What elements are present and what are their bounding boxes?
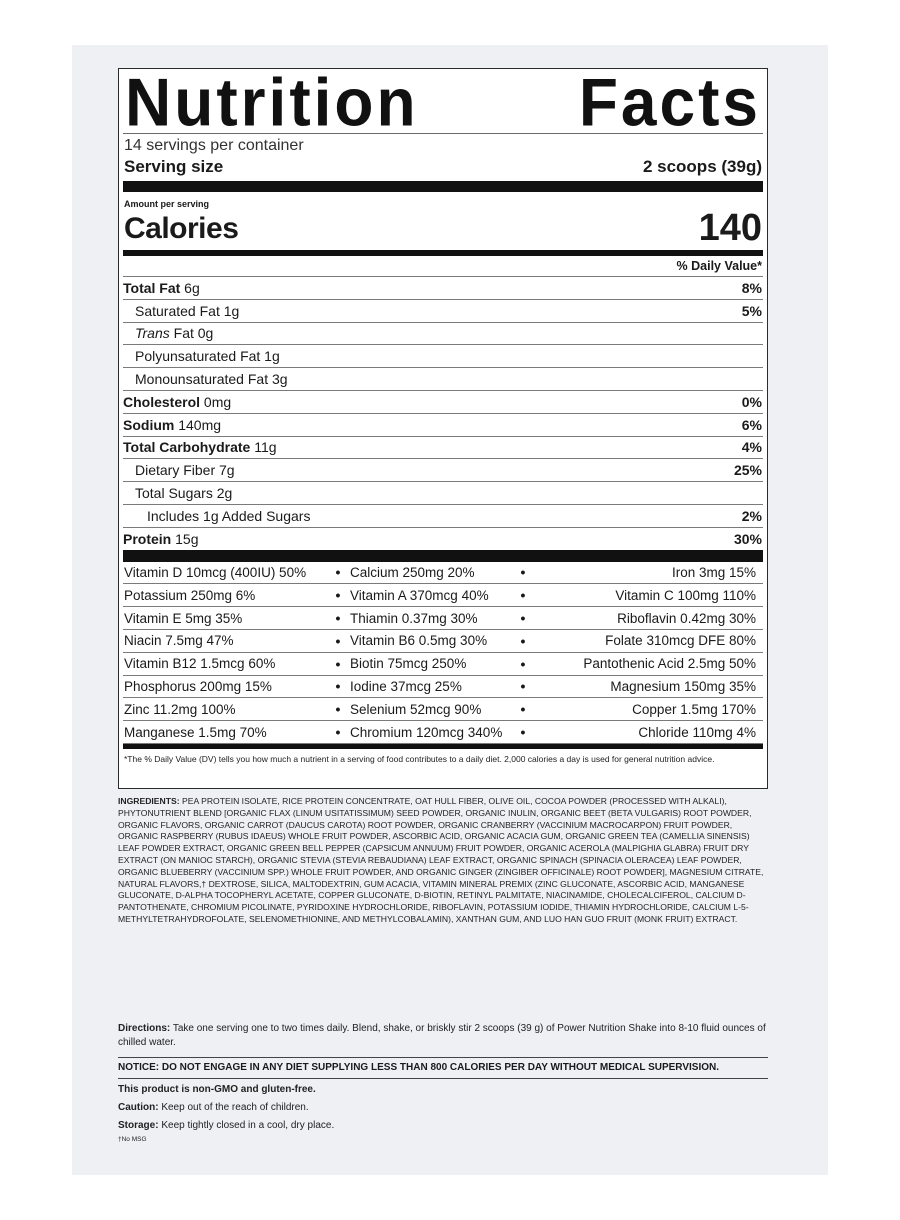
vitamin-row [123, 721, 763, 744]
calories-value: 140 [698, 207, 762, 249]
bullet-dot: • [335, 655, 341, 672]
nutrient-name [123, 348, 280, 364]
nutrient-name [123, 371, 288, 387]
vitamin-cell: Iodine 37mcg 25% [350, 678, 462, 694]
vitamin-cell: Vitamin D 10mcg (400IU) 50% [124, 564, 307, 580]
bullet-dot: • [335, 610, 341, 627]
vitamin-cell: Magnesium 150mg 35% [610, 678, 756, 694]
nutrient-amount: Includes 1g Added Sugars [147, 507, 311, 524]
vitamin-row [123, 630, 763, 653]
nutrient-row [123, 344, 763, 367]
vitamin-cell: Vitamin E 5mg 35% [124, 610, 243, 626]
vitamin-row [123, 653, 763, 676]
vitamin-row [123, 562, 763, 585]
vitamin-row [123, 676, 763, 699]
vitamin-cell: Potassium 250mg 6% [124, 587, 256, 603]
nutrient-label-bold: Sodium [123, 416, 175, 433]
directions-text: Take one serving one to two times daily. Blend, shake, or briskly stir 2 scoops (39 g) of Power Nutrition Shake into 8-10 fluid ounces of chilled water. [118, 1023, 766, 1048]
vitamin-cell: Calcium 250mg 20% [350, 564, 475, 580]
nutrient-row [123, 527, 763, 550]
vitamin-cell: Thiamin 0.37mg 30% [350, 610, 478, 626]
vitamin-cell: Riboflavin 0.42mg 30% [617, 610, 756, 626]
serving-size-label: Serving size [124, 157, 224, 176]
nutrient-daily-value: 6% [741, 416, 762, 433]
vitamin-cell: Biotin 75mcg 250% [350, 656, 467, 672]
nutrient-name [123, 394, 231, 410]
nutrient-row [123, 413, 763, 436]
ingredients-block [118, 796, 768, 926]
product-info [118, 1081, 768, 1145]
thick-divider [123, 550, 763, 562]
thick-divider [123, 181, 763, 192]
nutrient-row [123, 481, 763, 504]
title-left: Nutrition [125, 63, 419, 141]
vitamin-cell: Phosphorus 200mg 15% [124, 678, 272, 694]
nutrient-row [123, 436, 763, 459]
vitamin-cell: Selenium 52mcg 90% [350, 701, 482, 717]
caution-label: Caution: [118, 1102, 159, 1113]
vitamin-cell: Vitamin C 100mg 110% [615, 587, 756, 603]
vitamin-cell: Copper 1.5mg 170% [632, 701, 756, 717]
vitamin-cell: Manganese 1.5mg 70% [124, 724, 267, 740]
nutrient-label-italic: Trans [135, 325, 170, 342]
nutrient-daily-value: 2% [741, 507, 762, 524]
nutrient-label-bold: Cholesterol [123, 393, 201, 410]
nutrient-amount: Fat 0g [169, 325, 214, 342]
nutrient-row [123, 390, 763, 413]
nutrient-name [123, 531, 198, 547]
bullet-dot: • [520, 564, 526, 581]
nutrient-list [123, 276, 763, 550]
bullet-dot: • [520, 701, 526, 718]
nutrient-name [123, 508, 310, 524]
vitamin-cell: Iron 3mg 15% [671, 564, 756, 580]
nutrient-label-bold: Total Fat [123, 279, 181, 296]
bullet-dot: • [520, 632, 526, 649]
nutrient-label-bold: Protein [123, 530, 172, 547]
title-right: Facts [578, 63, 761, 141]
nutrient-amount: 140mg [174, 416, 222, 433]
bullet-dot: • [335, 632, 341, 649]
daily-value-header: % Daily Value* [676, 259, 762, 273]
nutrient-name [123, 485, 232, 501]
bullet-dot: • [520, 610, 526, 627]
nutrient-amount: Total Sugars 2g [135, 485, 233, 502]
daily-value-footnote: *The % Daily Value (DV) tells you how much a nutrient in a serving of food contributes to a daily diet. 2,000 calories a day is used for general nutrition advice. [124, 753, 715, 764]
bullet-dot: • [520, 655, 526, 672]
directions-block [118, 1022, 768, 1050]
bullet-dot: • [335, 564, 341, 581]
nutrient-amount: Monounsaturated Fat 3g [135, 371, 288, 388]
vitamin-cell: Pantothenic Acid 2.5mg 50% [583, 656, 756, 672]
ingredients-text: PEA PROTEIN ISOLATE, RICE PROTEIN CONCENTRATE, OAT HULL FIBER, OLIVE OIL, COCOA POWDER (PROCESSED WITH ALKALI), PHYTONUTRIENT BLEND [ORGANIC FLAX (LINUM USITATISSIMUM) SEED POWDER, ORGANIC INULIN, ORGANIC BEET (BETA VULGARIS) ROOT POWDER, ORGANIC FLAVORS, ORGANIC CARROT (DAUCUS CAROTA) ROOT POWDER, ORGANIC CRANBERRY (VACCINIUM MACROCARPON) FRUIT POWDER, ORGANIC RASPBERRY (RUBUS IDAEUS) WHOLE FRUIT POWDER, ASCORBIC ACID, ORGANIC ACACIA GUM, ORGANIC GREEN TEA (CAMELLIA SINENSIS) LEAF POWDER EXTRACT, ORGANIC GREEN BELL PEPPER (CAPSICUM ANNUUM) FRUIT POWDER, ORGANIC ACEROLA (MALPIGHIA GLABRA) FRUIT DRY EXTRACT (ON MANIOC STARCH), ORGANIC STEVIA (STEVIA REBAUDIANA) LEAF EXTRACT, ORGANIC SPINACH (SPINACIA OLERACEA) LEAF POWDER, ORGANIC BLUEBERRY (VACCINIUM SPP.) WHOLE FRUIT POWDER, AND ORGANIC GINGER (ZINGIBER OFFICINALE) ROOT POWDER], MAGNESIUM CITRATE, NATURAL FLAVORS,† DEXTROSE, SILICA, MALTODEXTRIN, GUM ACACIA, VITAMIN MINERAL PREMIX (ZINC GLUCONATE, ASCORBIC ACID, MANGANESE GLUCONATE, D-ALPHA TOCOPHERYL ACETATE, COPPER GLUCONATE, D-BIOTIN, RETINYL PALMITATE, NIACINAMIDE, CHOLECALCIFEROL, CALCIUM D-PANTOTHENATE, CHROMIUM PICOLINATE, PYRIDOXINE HYDROCHLORIDE, RIBOFLAVIN, POTASSIUM IODIDE, THIAMIN HYDROCHLORIDE, CALCIUM L-5-METHYLTETRAHYDROFOLATE, SELENOMETHIONINE, AND METHYLCOBALAMIN), XANTHAN GUM, AND LUO HAN GUO FRUIT (MONK FRUIT) EXTRACT. [118, 796, 764, 924]
bullet-dot: • [520, 678, 526, 695]
nutrient-daily-value: 4% [741, 439, 762, 456]
nutrient-name [123, 462, 235, 478]
nutrient-amount: 6g [180, 279, 200, 296]
notice-warning: NOTICE: DO NOT ENGAGE IN ANY DIET SUPPLYING LESS THAN 800 CALORIES PER DAY WITHOUT MEDICAL SUPERVISION. [118, 1057, 768, 1079]
vitamin-row [123, 607, 763, 630]
nutrient-amount: Polyunsaturated Fat 1g [135, 348, 280, 365]
bullet-dot: • [520, 724, 526, 741]
nutrient-amount: Saturated Fat 1g [135, 302, 240, 319]
nutrient-daily-value: 8% [741, 279, 762, 296]
nutrient-daily-value: 0% [741, 393, 762, 410]
nutrient-name [123, 417, 221, 433]
vitamin-row [123, 698, 763, 721]
nutrient-daily-value: 25% [733, 462, 762, 479]
storage-label: Storage: [118, 1120, 159, 1131]
vitamin-cell: Vitamin B6 0.5mg 30% [350, 633, 488, 649]
ingredients-label: INGREDIENTS: [118, 796, 180, 806]
storage-text: Keep tightly closed in a cool, dry place. [158, 1120, 335, 1131]
vitamin-mineral-table [123, 562, 763, 744]
serving-size-value: 2 scoops (39g) [642, 157, 762, 176]
serving-size-row [123, 156, 763, 178]
nutrition-facts-panel [118, 63, 768, 789]
nutrient-row [123, 299, 763, 322]
vitamin-cell: Vitamin A 370mcg 40% [350, 587, 489, 603]
nutrient-row [123, 458, 763, 481]
nutrient-row [123, 504, 763, 527]
servings-per-container: 14 servings per container [124, 137, 304, 154]
calories-label: Calories [124, 212, 239, 245]
nutrient-row [123, 276, 763, 299]
bullet-dot: • [335, 724, 341, 741]
nutrient-name [123, 303, 239, 319]
vitamin-cell: Zinc 11.2mg 100% [124, 701, 236, 717]
nutrient-name [123, 325, 213, 341]
vitamin-cell: Vitamin B12 1.5mcg 60% [124, 656, 276, 672]
nutrient-row [123, 322, 763, 345]
nutrient-amount: 15g [171, 530, 199, 547]
nutrient-amount: 11g [250, 439, 277, 456]
vitamin-cell: Chloride 110mg 4% [638, 724, 756, 740]
nutrient-daily-value: 5% [741, 302, 762, 319]
nutrient-name [123, 280, 200, 296]
bullet-dot: • [335, 678, 341, 695]
directions-label: Directions: [118, 1023, 171, 1034]
bullet-dot: • [335, 701, 341, 718]
nutrient-amount: Dietary Fiber 7g [135, 462, 235, 479]
no-msg-note: †No MSG [118, 1136, 147, 1143]
bullet-dot: • [520, 587, 526, 604]
amount-per-serving: Amount per serving [124, 199, 210, 209]
caution-text: Keep out of the reach of children. [158, 1102, 309, 1113]
bullet-dot: • [335, 587, 341, 604]
nutrient-name [123, 439, 277, 455]
nutrient-label-bold: Total Carbohydrate [123, 439, 251, 456]
vitamin-cell: Folate 310mcg DFE 80% [605, 633, 756, 649]
vitamin-cell: Chromium 120mcg 340% [350, 724, 503, 740]
label-background [72, 45, 828, 1175]
nutrient-row [123, 367, 763, 390]
non-gmo-statement: This product is non-GMO and gluten-free. [118, 1084, 316, 1095]
nutrient-daily-value: 30% [733, 530, 762, 547]
vitamin-cell: Niacin 7.5mg 47% [124, 633, 234, 649]
calories-row [123, 207, 763, 249]
vitamin-row [123, 584, 763, 607]
nutrition-facts-title [123, 63, 763, 141]
nutrient-amount: 0mg [200, 393, 232, 410]
